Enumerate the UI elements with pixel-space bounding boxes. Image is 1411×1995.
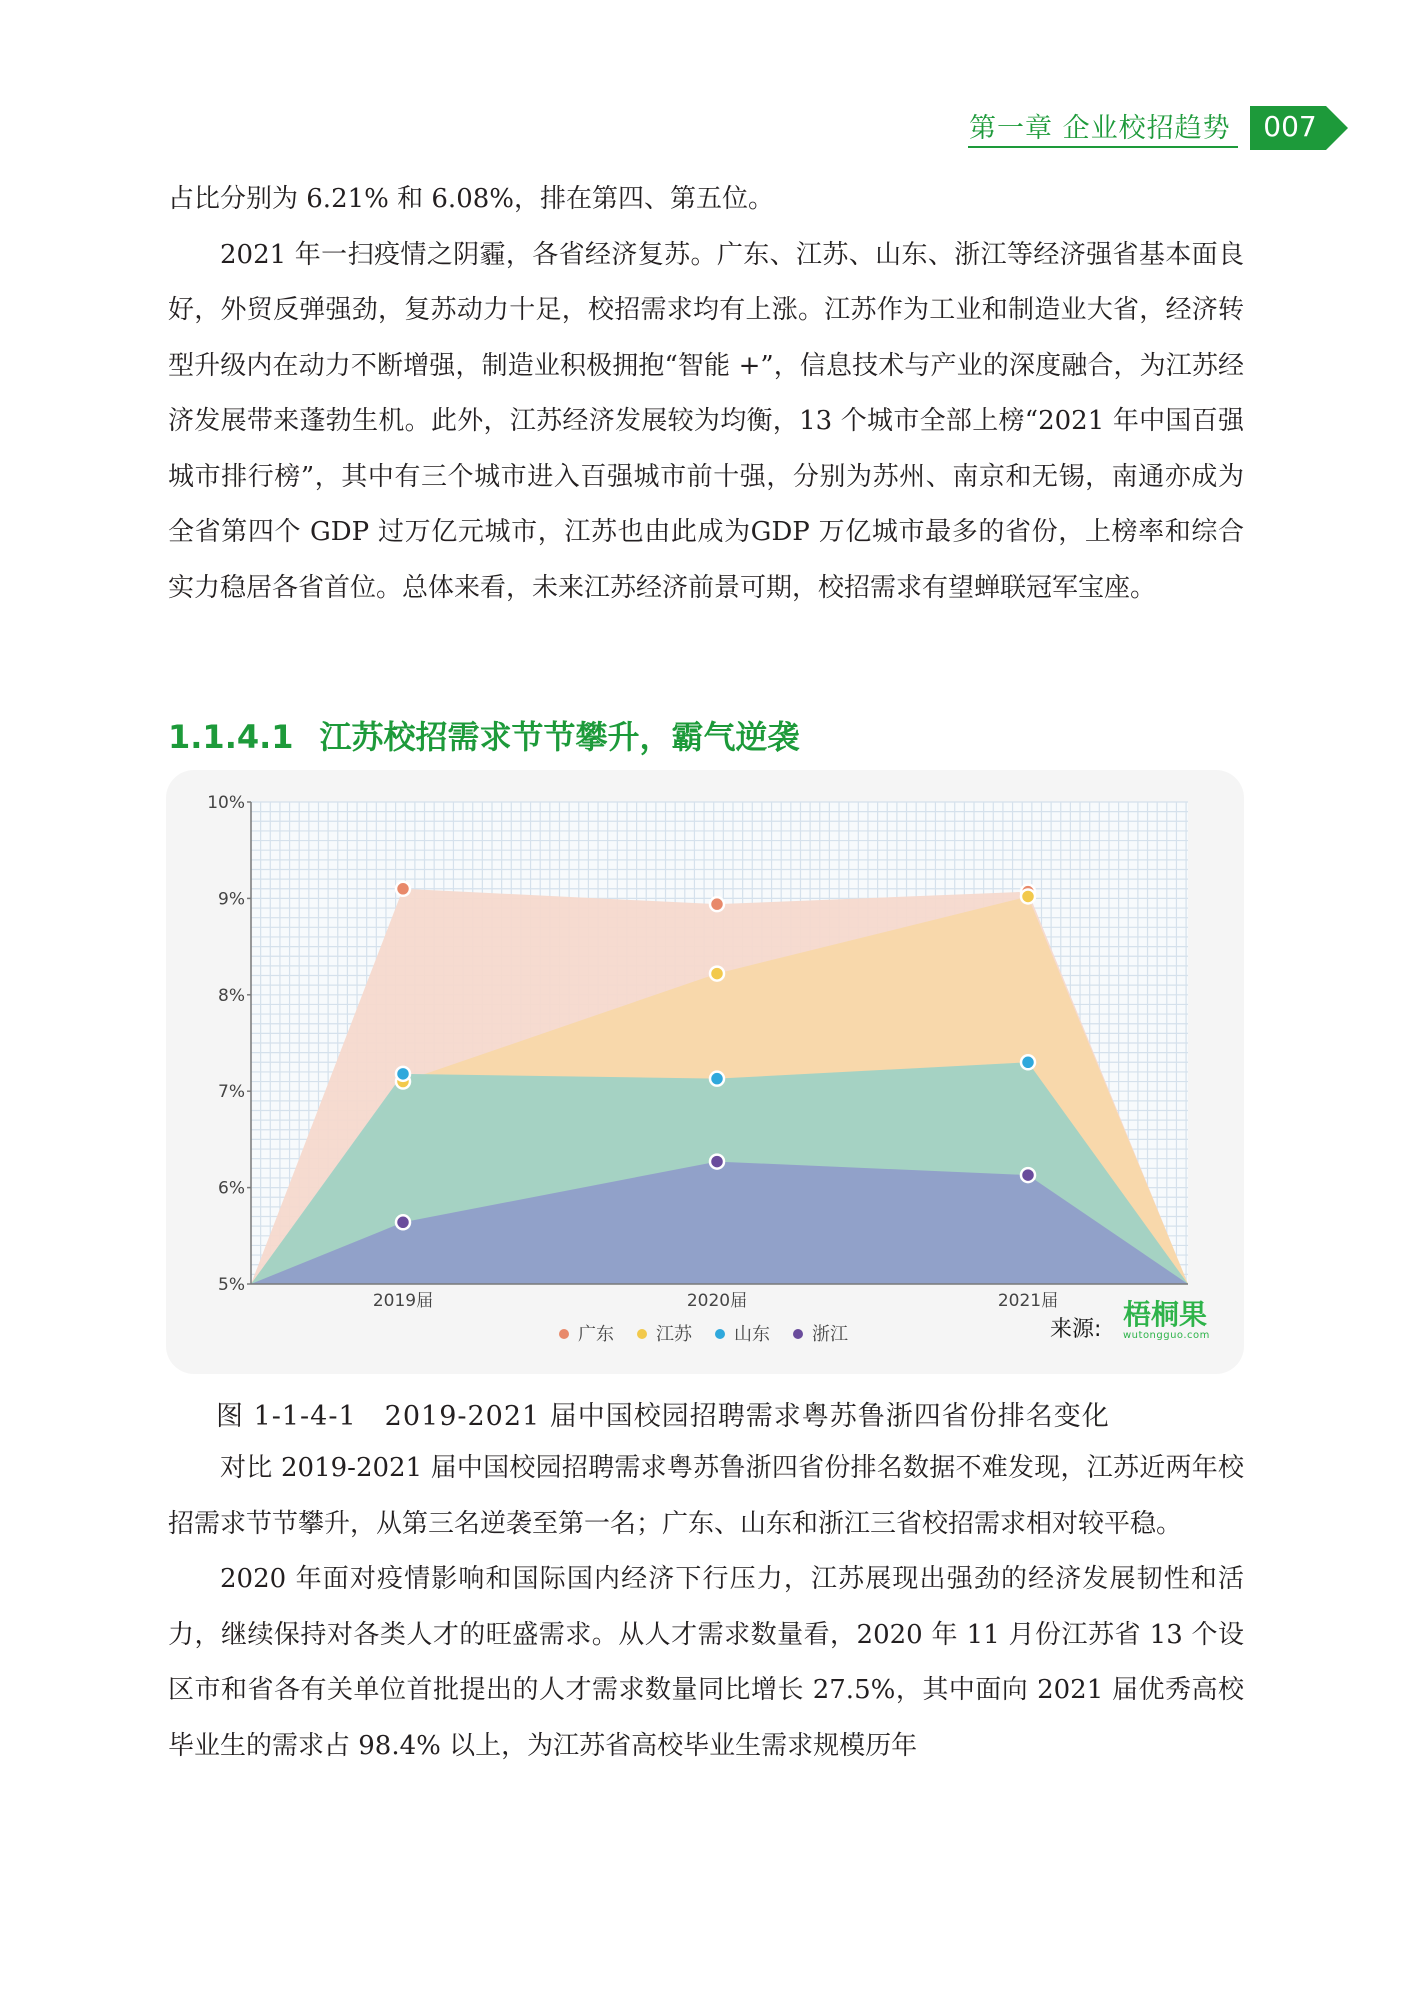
point-江苏 — [710, 967, 724, 981]
point-山东 — [396, 1067, 410, 1081]
legend-label: 江苏 — [656, 1324, 692, 1345]
point-浙江 — [396, 1215, 410, 1229]
body-text-bottom — [168, 1441, 1244, 1774]
point-浙江 — [710, 1155, 724, 1169]
legend-marker-广东 — [559, 1329, 569, 1339]
header-underline — [968, 146, 1238, 148]
x-tick-label: 2019届 — [372, 1291, 434, 1311]
point-浙江 — [1021, 1168, 1035, 1182]
legend-marker-山东 — [715, 1329, 725, 1339]
paragraph: 2021 年一扫疫情之阴霾，各省经济复苏。广东、江苏、山东、浙江等经济强省基本面良好，外贸反弹强劲，复苏动力十足，校招需求均有上涨。江苏作为工业和制造业大省，经济转型升级内在动力不断增强，制造业积极拥抱“智能 +”，信息技术与产业的深度融合，为江苏经济发展带来蓬勃生机。此外，江苏经济发展较为均衡，13 个城市全部上榜“2021 年中国百强城市排行榜”，其中有三个城市进入百强城市前十强，分别为苏州、南京和无锡，南通亦成为全省第四个 GDP 过万亿元城市，江苏也由此成为GDP 万亿城市最多的省份，上榜率和综合实力稳居各省首位。总体来看，未来江苏经济前景可期，校招需求有望蝉联冠军宝座。 — [168, 239, 1244, 603]
x-tick-label: 2021届 — [997, 1291, 1059, 1311]
page-number: 007 — [1263, 110, 1317, 143]
brand-url: wutongguo.com — [1123, 1330, 1210, 1341]
x-tick-label: 2020届 — [686, 1291, 748, 1311]
legend-marker-浙江 — [793, 1329, 803, 1339]
section-heading — [168, 712, 826, 758]
point-江苏 — [1021, 889, 1035, 903]
brand-logo — [1123, 1300, 1233, 1341]
body-text-top — [168, 172, 1244, 616]
point-广东 — [710, 897, 724, 911]
point-山东 — [710, 1072, 724, 1086]
y-tick-label: 9% — [218, 889, 245, 910]
paragraph: 2020 年面对疫情影响和国际国内经济下行压力，江苏展现出强劲的经济发展韧性和活力，继续保持对各类人才的旺盛需求。从人才需求数量看，2020 年 11 月份江苏省 13 个设区市和省各有关单位首批提出的人才需求数量同比增长 27.5%，其中面向 2021 届优秀高校毕业生的需求占 98.4% 以上，为江苏省高校毕业生需求规模历年 — [168, 1564, 1244, 1761]
legend-label: 广东 — [578, 1324, 614, 1345]
section-title-text: 江苏校招需求节节攀升，霸气逆袭 — [319, 718, 800, 756]
brand-name: 梧桐果 — [1123, 1298, 1208, 1331]
legend-label: 山东 — [734, 1324, 770, 1345]
chart-card — [166, 770, 1244, 1374]
figure-caption: 图 1-1-4-1 2019-2021 届中国校园招聘需求粤苏鲁浙四省份排名变化 — [216, 1401, 1110, 1432]
area-chart — [166, 770, 1244, 1374]
y-tick-label: 10% — [207, 793, 245, 813]
y-tick-label: 5% — [218, 1275, 245, 1295]
point-广东 — [396, 882, 410, 896]
page-number-badge — [1250, 106, 1340, 150]
paragraph: 对比 2019-2021 届中国校园招聘需求粤苏鲁浙四省份排名数据不难发现，江苏近两年校招需求节节攀升，从第三名逆袭至第一名；广东、山东和浙江三省校招需求相对较平稳。 — [168, 1453, 1244, 1539]
point-山东 — [1021, 1055, 1035, 1069]
y-tick-label: 8% — [218, 985, 245, 1006]
section-number: 1.1.4.1 — [168, 718, 294, 756]
y-tick-label: 6% — [218, 1178, 245, 1199]
paragraph: 占比分别为 6.21% 和 6.08%，排在第四、第五位。 — [168, 184, 774, 214]
y-tick-label: 7% — [218, 1082, 245, 1103]
legend-label: 浙江 — [812, 1324, 848, 1345]
legend-marker-江苏 — [637, 1329, 647, 1339]
source-label: 来源: — [1050, 1317, 1102, 1342]
chapter-title: 第一章 企业校招趋势 — [969, 113, 1231, 144]
